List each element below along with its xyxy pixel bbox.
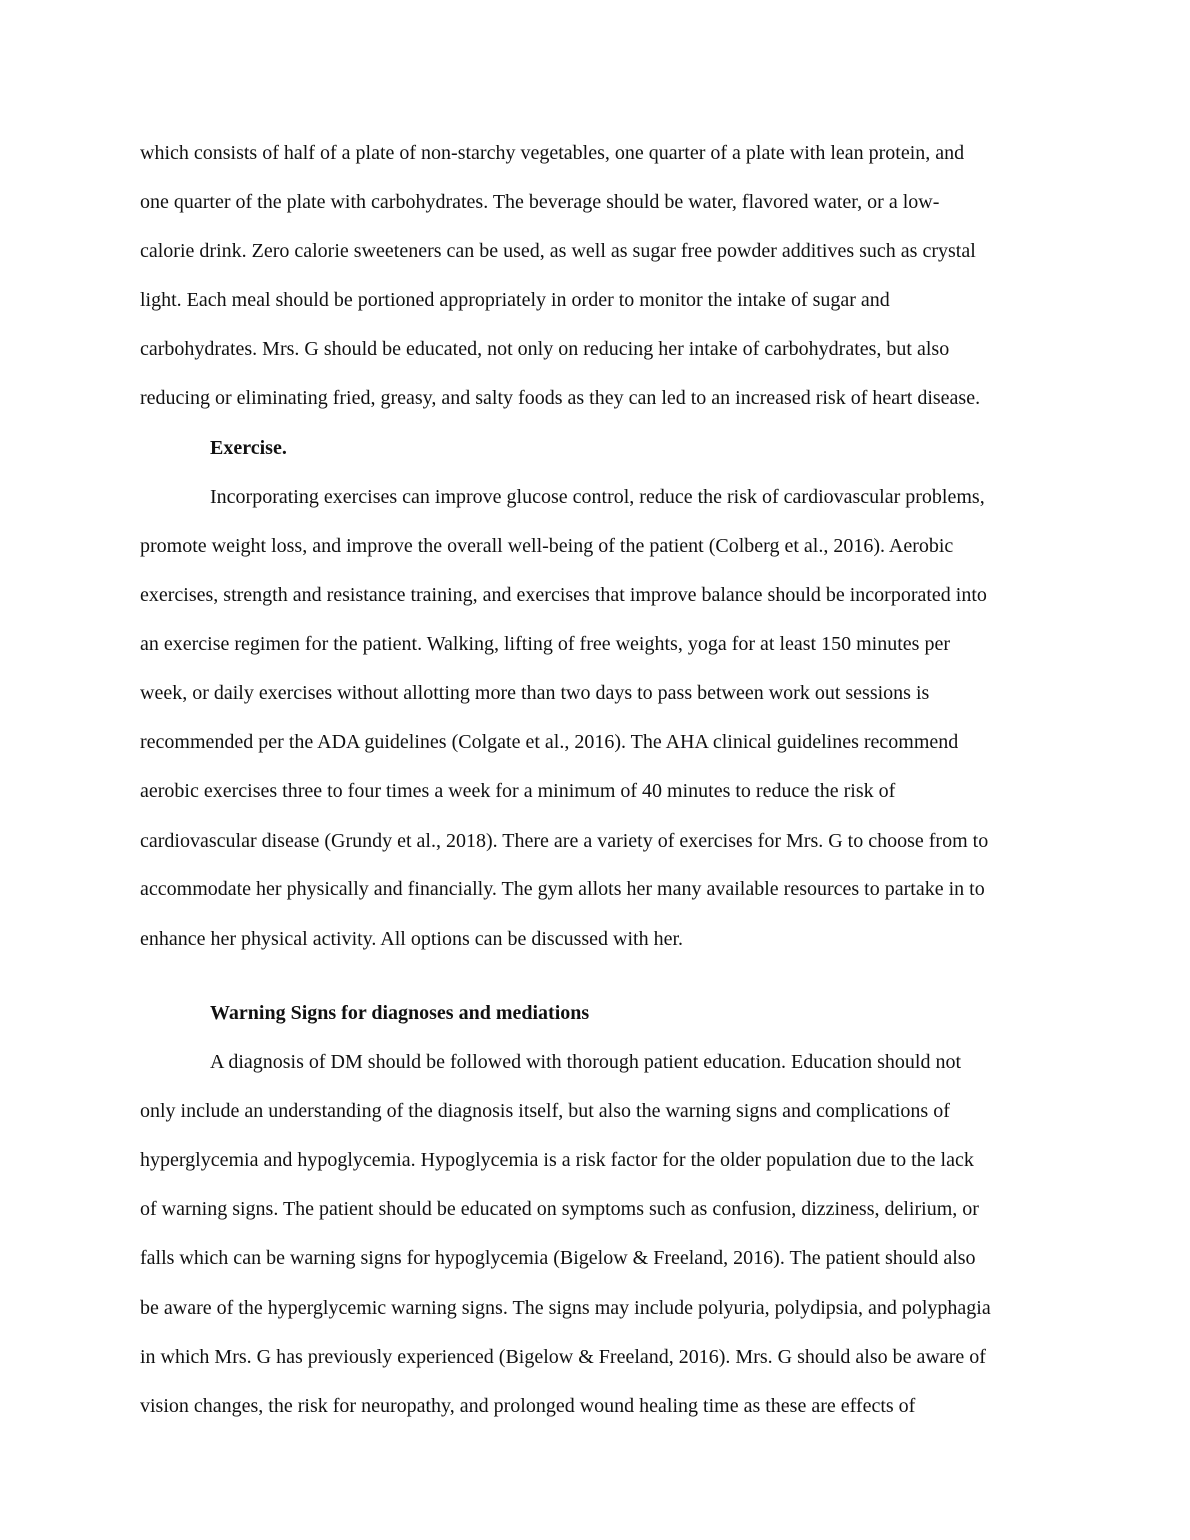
exercise-line-10: enhance her physical activity. All options can be discussed with her.: [140, 928, 684, 950]
diet-line-2: one quarter of the plate with carbohydrates. The beverage should be water, flavored water, or a low-: [140, 191, 940, 213]
exercise-line-3: exercises, strength and resistance training, and exercises that improve balance should be incorporated into: [140, 584, 987, 606]
exercise-line-5: week, or daily exercises without allotting more than two days to pass between work out sessions is: [140, 682, 930, 704]
diet-line-6: reducing or eliminating fried, greasy, and salty foods as they can led to an increased risk of heart disease.: [140, 387, 981, 409]
warning-line-3: hyperglycemia and hypoglycemia. Hypoglycemia is a risk factor for the older population due to the lack: [140, 1149, 974, 1171]
warning-line-2: only include an understanding of the diagnosis itself, but also the warning signs and complications of: [140, 1100, 950, 1122]
diet-line-1: which consists of half of a plate of non-starchy vegetables, one quarter of a plate with lean protein, and: [140, 142, 965, 164]
exercise-line-4: an exercise regimen for the patient. Walking, lifting of free weights, yoga for at least 150 minutes per: [140, 633, 950, 655]
warning-line-1: A diagnosis of DM should be followed with thorough patient education. Education should not: [210, 1051, 962, 1073]
exercise-line-6: recommended per the ADA guidelines (Colgate et al., 2016). The AHA clinical guidelines recommend: [140, 731, 959, 753]
exercise-line-1: Incorporating exercises can improve glucose control, reduce the risk of cardiovascular problems,: [210, 486, 985, 508]
exercise-line-8: cardiovascular disease (Grundy et al., 2018). There are a variety of exercises for Mrs. G to choose from to: [140, 830, 989, 852]
exercise-heading: Exercise.: [210, 437, 287, 459]
warning-line-8: vision changes, the risk for neuropathy, and prolonged wound healing time as these are effects of: [140, 1395, 916, 1417]
diet-line-4: light. Each meal should be portioned appropriately in order to monitor the intake of sugar and: [140, 289, 890, 311]
exercise-line-7: aerobic exercises three to four times a week for a minimum of 40 minutes to reduce the risk of: [140, 780, 896, 802]
exercise-line-9: accommodate her physically and financially. The gym allots her many available resources to partake in to: [140, 878, 985, 900]
diet-line-5: carbohydrates. Mrs. G should be educated, not only on reducing her intake of carbohydrates, but also: [140, 338, 950, 360]
exercise-line-2: promote weight loss, and improve the overall well-being of the patient (Colberg et al., 2016). Aerobic: [140, 535, 954, 557]
warning-line-6: be aware of the hyperglycemic warning signs. The signs may include polyuria, polydipsia, and polyphagia: [140, 1297, 991, 1319]
warning-heading: Warning Signs for diagnoses and mediations: [210, 1002, 590, 1024]
warning-line-5: falls which can be warning signs for hypoglycemia (Bigelow & Freeland, 2016). The patient should also: [140, 1247, 976, 1269]
diet-line-3: calorie drink. Zero calorie sweeteners can be used, as well as sugar free powder additives such as crystal: [140, 240, 976, 262]
warning-line-4: of warning signs. The patient should be educated on symptoms such as confusion, dizziness, delirium, or: [140, 1198, 979, 1220]
warning-line-7: in which Mrs. G has previously experienced (Bigelow & Freeland, 2016). Mrs. G should also be aware of: [140, 1346, 986, 1368]
